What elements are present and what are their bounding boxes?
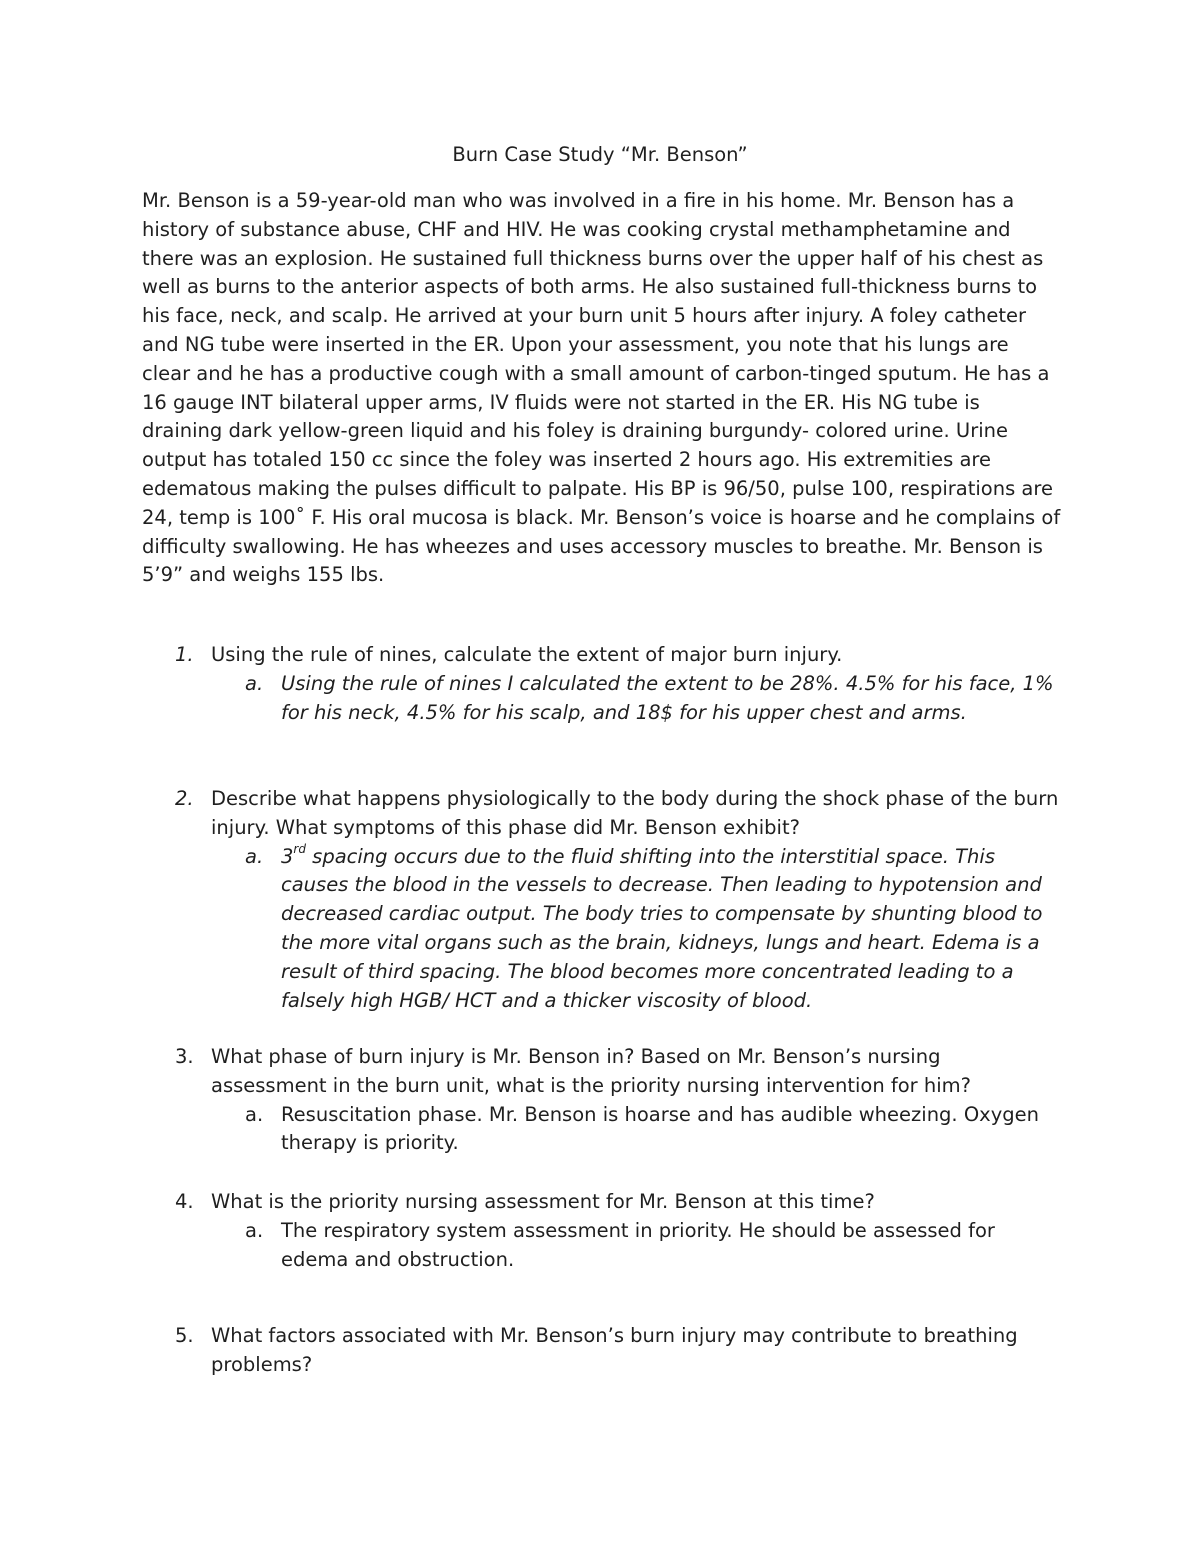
case-description: Mr. Benson is a 59-year-old man who was involved in a fire in his home. Mr. Benson has a history of substance abuse, CHF and HIV. He was cooking crystal methamphetamine and there was an explosion. He sustained full thickness burns over the upper half of his chest as well as burns to the anterior aspects of both arms. He also sustained full-thickness burns to his face, neck, and scalp. He arrived at your burn unit 5 hours after injury. A foley catheter and NG tube were inserted in the ER. Upon your assessment, you note that his lungs are clear and he has a productive cough with a small amount of carbon-tinged sputum. He has a 16 gauge INT bilateral upper arms, IV fluids were not started in the ER. His NG tube is draining dark yellow-green liquid and his foley is draining burgundy- colored urine. Urine output has totaled 150 cc since the foley was inserted 2 hours ago. His extremities are edematous making the pulses difficult to palpate. His BP is 96/50, pulse 100, respirations are 24, temp is 100˚ F. His oral mucosa is black. Mr. Benson’s voice is hoarse and he complains of difficulty swallowing. He has wheezes and uses accessory muscles to breathe. Mr. Benson is 5’9” and weighs 155 lbs.: [142, 189, 1061, 587]
answer-2a: [245, 842, 1062, 1016]
answer-letter: a.: [245, 1102, 264, 1126]
answer-4a: [245, 1217, 1062, 1275]
answer-letter: a.: [245, 1218, 264, 1242]
answer-letter: a.: [245, 671, 264, 695]
question-3: [142, 1043, 1062, 1158]
answer-1a: [245, 670, 1062, 728]
question-4: [142, 1188, 1062, 1274]
question-number: 2.: [175, 787, 194, 810]
question-2: [142, 785, 1062, 1015]
document-title: Burn Case Study “Mr. Benson”: [452, 143, 748, 166]
answer-text: The respiratory system assessment in priority. He should be assessed for edema and obstruction.: [281, 1218, 995, 1271]
question-number: 5.: [175, 1324, 194, 1347]
question-number: 1.: [175, 643, 194, 666]
answer-text: spacing occurs due to the fluid shifting into the interstitial space. This causes the blood in the vessels to decrease. Then leading to hypotension and decreased cardiac output. The body tries to compensate by shunting blood to the more vital organs such as the brain, kidneys, lungs and heart. Edema is a result of third spacing. The blood becomes more concentrated leading to a falsely high HGB/ HCT and a thicker viscosity of blood.: [281, 844, 1043, 1012]
answer-3a: [245, 1101, 1062, 1159]
answer-text: Resuscitation phase. Mr. Benson is hoarse and has audible wheezing. Oxygen therapy is priority.: [281, 1102, 1039, 1155]
answer-letter: a.: [245, 844, 264, 868]
question-text: What factors associated with Mr. Benson’s burn injury may contribute to breathing problems?: [211, 1324, 1018, 1376]
question-number: 3.: [175, 1045, 194, 1068]
question-number: 4.: [175, 1190, 194, 1213]
question-text: Using the rule of nines, calculate the extent of major burn injury.: [211, 643, 843, 666]
question-text: What is the priority nursing assessment for Mr. Benson at this time?: [211, 1190, 875, 1213]
question-1: [142, 641, 1062, 727]
question-5: [142, 1322, 1062, 1380]
question-text: What phase of burn injury is Mr. Benson in? Based on Mr. Benson’s nursing assessment in the burn unit, what is the priority nursing intervention for him?: [211, 1045, 972, 1097]
ordinal-number: 3: [281, 844, 294, 868]
ordinal-suffix: rd: [293, 842, 306, 857]
answer-text: Using the rule of nines I calculated the extent to be 28%. 4.5% for his face, 1% for his neck, 4.5% for his scalp, and 18$ for his upper chest and arms.: [281, 671, 1054, 724]
question-text: Describe what happens physiologically to the body during the shock phase of the burn injury. What symptoms of this phase did Mr. Benson exhibit?: [211, 787, 1059, 839]
